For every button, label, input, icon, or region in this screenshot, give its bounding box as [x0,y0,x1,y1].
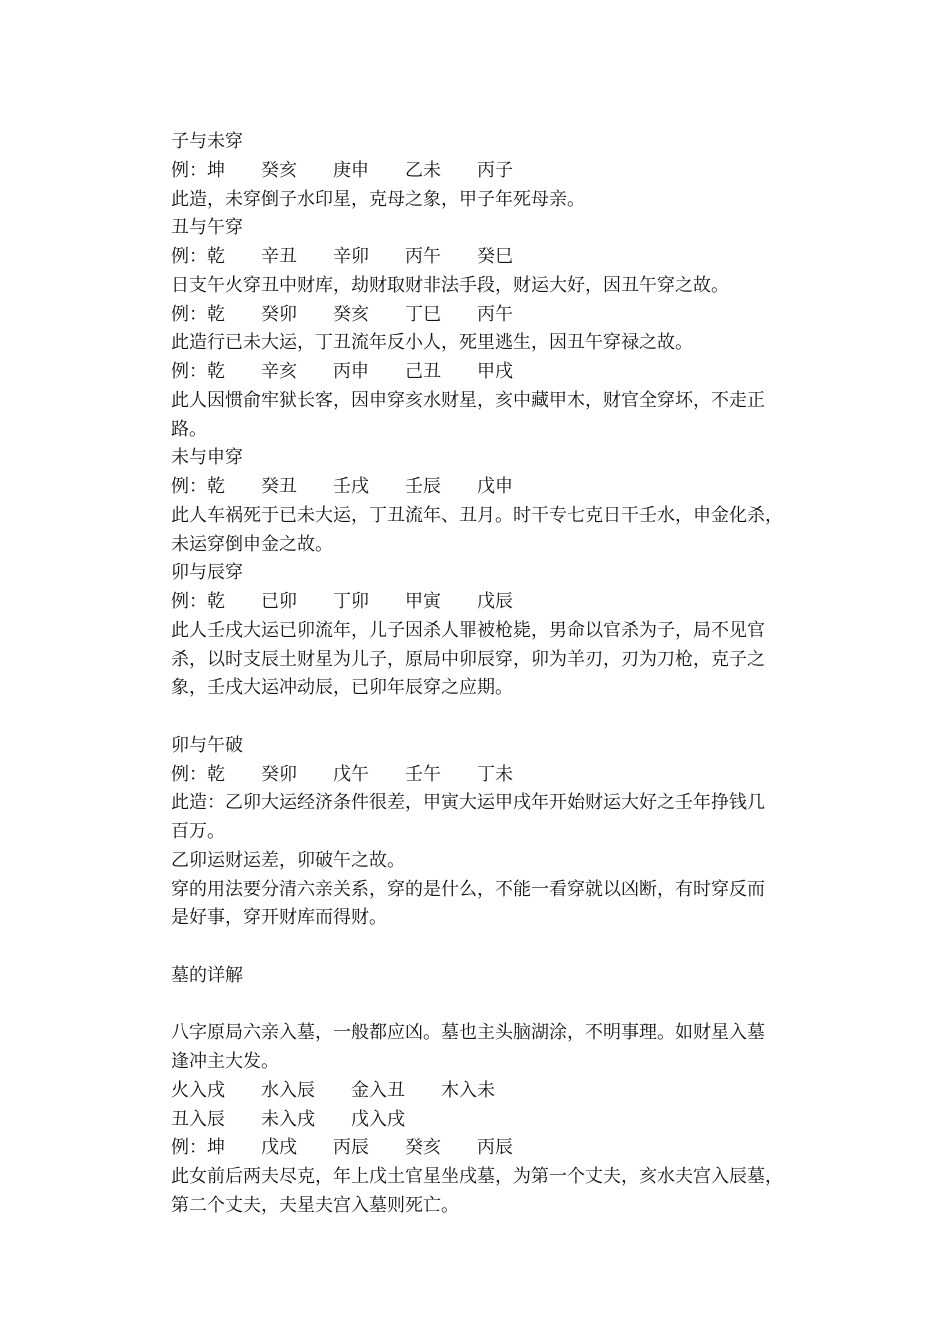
paragraph-line: 逢冲主大发。 [171,1051,279,1072]
paragraph-line: 日支午火穿丑中财库，劫财取财非法手段，财运大好，因丑午穿之故。 [171,275,729,296]
heading-chou-wu-chuan: 丑与午穿 [171,217,243,238]
paragraph-line: 杀，以时支辰土财星为儿子，原局中卯辰穿，卯为羊刃，刃为刀枪，克子之 [171,649,765,670]
paragraph-line: 此女前后两夫尽克，年上戊土官星坐戌墓，为第一个丈夫，亥水夫宫入辰墓， [171,1166,783,1187]
paragraph-line: 未运穿倒申金之故。 [171,534,333,555]
heading-mao-wu-po: 卯与午破 [171,735,243,756]
example-line: 例：坤 戊戌 丙辰 癸亥 丙辰 [171,1137,513,1158]
example-line: 例：坤 癸亥 庚申 乙未 丙子 [171,160,513,181]
heading-wei-shen-chuan: 未与申穿 [171,447,243,468]
paragraph-line: 路。 [171,419,207,440]
example-line: 例：乾 辛亥 丙申 己丑 甲戌 [171,361,513,382]
mu-list-line: 丑入辰 未入戌 戊入戌 [171,1109,405,1130]
example-line: 例：乾 癸卯 癸亥 丁巳 丙午 [171,304,513,325]
example-line: 例：乾 辛丑 辛卯 丙午 癸巳 [171,246,513,267]
heading-mao-chen-chuan: 卯与辰穿 [171,562,243,583]
example-line: 例：乾 癸卯 戊午 壬午 丁未 [171,764,513,785]
paragraph-line: 此造：乙卯大运经济条件很差，甲寅大运甲戌年开始财运大好之壬年挣钱几 [171,792,765,813]
heading-zi-wei-chuan: 子与未穿 [171,131,243,152]
paragraph-line: 第二个丈夫，夫星夫宫入墓则死亡。 [171,1195,459,1216]
paragraph-line: 此人因惯俞牢狱长客，因申穿亥水财星，亥中藏甲木，财官全穿坏，不走正 [171,390,765,411]
heading-mu-de-xiang-jie: 墓的详解 [171,965,243,986]
example-line: 例：乾 癸丑 壬戌 壬辰 戊申 [171,476,513,497]
paragraph-line: 此造行已未大运，丁丑流年反小人，死里逃生，因丑午穿禄之故。 [171,332,693,353]
paragraph-line: 此人车祸死于已未大运，丁丑流年、丑月。时干专七克日干壬水，申金化杀， [171,505,783,526]
paragraph-line: 乙卯运财运差，卯破午之故。 [171,850,405,871]
paragraph-line: 象，壬戌大运冲动辰，已卯年辰穿之应期。 [171,677,513,698]
paragraph-line: 百万。 [171,821,225,842]
paragraph-line: 是好事，穿开财库而得财。 [171,907,387,928]
paragraph-line: 此人壬戌大运已卯流年，儿子因杀人罪被枪毙，男命以官杀为子，局不见官 [171,620,765,641]
example-line: 例：乾 已卯 丁卯 甲寅 戊辰 [171,591,513,612]
paragraph-line: 八字原局六亲入墓，一般都应凶。墓也主头脑湖涂，不明事理。如财星入墓 [171,1022,765,1043]
paragraph-line: 此造，未穿倒子水印星，克母之象，甲子年死母亲。 [171,189,585,210]
mu-list-line: 火入戌 水入辰 金入丑 木入未 [171,1080,495,1101]
paragraph-line: 穿的用法要分清六亲关系，穿的是什么，不能一看穿就以凶断，有时穿反而 [171,879,765,900]
